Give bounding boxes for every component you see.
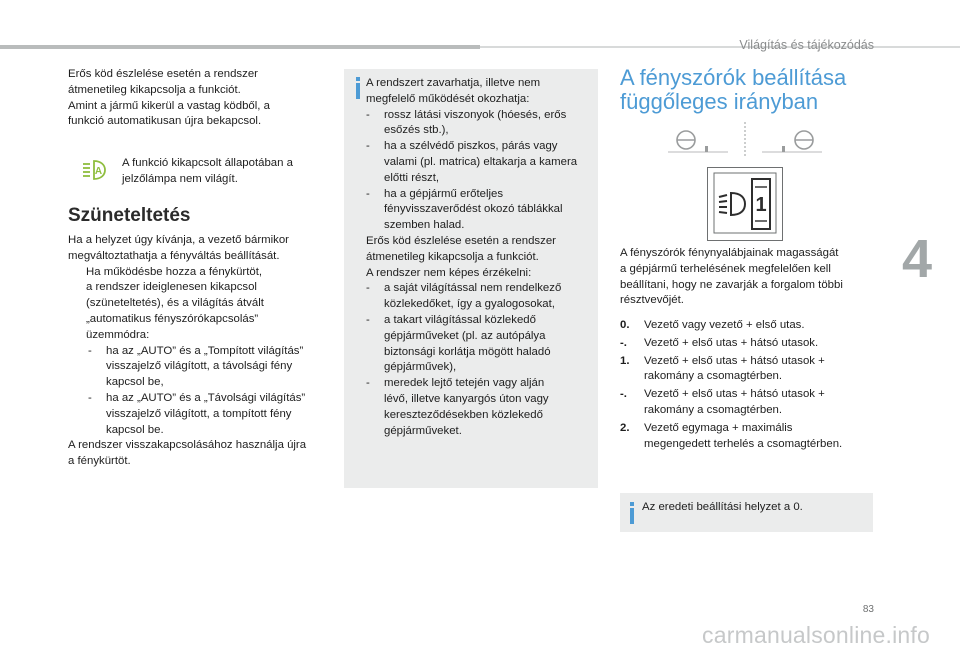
list-text: visszajelző világított, a távolsági fény — [106, 360, 293, 373]
heading-line-2: függőleges irányban — [620, 89, 819, 114]
item-text: Vezető + első utas + hátsó utasok. — [644, 336, 819, 349]
dash-mark: - — [366, 187, 370, 200]
item-number: 2. — [620, 421, 630, 434]
list-text: ha a gépjármű erőteljes — [384, 187, 504, 200]
list-item — [620, 318, 870, 334]
list-text: lévő, illetve kanyargós úton vagy — [384, 392, 549, 405]
list-text: gépjárműveket (pl. az autópálya — [384, 329, 546, 342]
list-line — [366, 424, 592, 440]
list-item — [620, 336, 870, 352]
item-text: megengedett terhelés a csomagtérben. — [644, 437, 843, 450]
list-text: (szüneteltetés), és a világítás átvált — [86, 297, 264, 310]
list-text: közlekedőket, így a gyalogosokat, — [384, 298, 555, 311]
list-line — [366, 408, 592, 424]
list-line — [366, 297, 592, 313]
headlamp-intro — [620, 246, 870, 309]
list-line — [366, 329, 592, 345]
section-title: Világítás és tájékozódás — [739, 38, 874, 52]
text-line: a gépjármű terhelésének megfelelően kell — [620, 262, 831, 275]
list-line — [68, 296, 330, 312]
dashboard-thumbnail-illustration — [668, 122, 822, 158]
text-line: megfelelő működését okozhatja: — [366, 92, 530, 105]
pause-heading: Szüneteltetés — [68, 205, 191, 226]
list-line — [68, 312, 330, 328]
text-line: Ha a helyzet úgy kívánja, a vezető bármikor — [68, 234, 289, 246]
text-line: beállítani, hogy ne zavarják a forgalom többi — [620, 278, 843, 291]
svg-text:1: 1 — [755, 194, 767, 216]
list-text: előtti részt, — [384, 171, 440, 184]
item-number: -. — [620, 336, 627, 349]
list-line — [366, 202, 592, 218]
list-text: meredek lejtő tetején vagy alján — [384, 377, 545, 390]
list-line — [366, 376, 592, 392]
text-line: A fényszórók fénynyalábjainak magasságát — [620, 247, 839, 259]
list-text: ha a szélvédő piszkos, párás vagy — [384, 140, 558, 153]
list-line — [366, 187, 592, 203]
list-text: szemben halad. — [384, 219, 465, 232]
text-line: Amint a jármű kikerül a vastag ködből, a — [68, 99, 270, 112]
text-line: Erős köd észlelése esetén a rendszer — [366, 234, 556, 247]
list-text: kapcsol be. — [106, 423, 164, 436]
load-settings-list — [620, 318, 870, 454]
headlamp-adjust-heading — [620, 66, 900, 114]
text-line: A funkció kikapcsolt állapotában a — [122, 157, 293, 169]
pause-body — [68, 233, 330, 470]
list-text: a takart világítással közlekedő — [384, 313, 536, 326]
dash-mark: - — [366, 140, 370, 153]
item-text: rakomány a csomagtérben. — [644, 370, 783, 383]
list-text: Ha működésbe hozza a fénykürtöt, — [86, 265, 263, 278]
list-text: kapcsol be, — [106, 376, 164, 389]
list-text: valami (pl. matrica) eltakarja a kamera — [384, 155, 578, 168]
list-text: a rendszer ideiglenesen kikapcsol — [86, 281, 257, 294]
list-line — [68, 328, 330, 344]
list-item — [620, 421, 870, 453]
item-text: rakomány a csomagtérben. — [644, 403, 783, 416]
text-line: A rendszer nem képes érzékelni: — [366, 266, 532, 279]
text-line: A rendszert zavarhatja, illetve nem — [366, 77, 541, 89]
headlamp-dial-illustration — [707, 167, 783, 241]
watermark: carmanualsonline.info — [702, 622, 930, 648]
note-text — [122, 156, 293, 188]
list-line — [68, 344, 330, 360]
chapter-tab-number: 4 — [901, 229, 932, 289]
list-text: ha az „AUTO” és a „Tompított világítás” — [106, 344, 304, 357]
list-line — [366, 218, 592, 234]
list-text: gépjárműveket. — [384, 424, 462, 437]
list-text: visszajelző világított, a tompított fény — [106, 407, 292, 420]
text-line: funkció automatikusan újra bekapcsol. — [68, 115, 262, 128]
dash-mark: - — [366, 377, 370, 390]
page-number: 83 — [862, 604, 874, 615]
list-line — [68, 375, 330, 391]
list-line — [366, 108, 592, 124]
fog-intro — [68, 67, 328, 130]
list-text: rossz látási viszonyok (hóesés, erős — [384, 108, 567, 121]
text-line: jelzőlámpa nem világít. — [122, 172, 238, 185]
info-icon — [628, 502, 636, 524]
list-text: esőzés stb.), — [384, 124, 449, 137]
item-number: 1. — [620, 354, 630, 367]
text-line: átmenetileg kikapcsolja a funkciót. — [68, 83, 241, 96]
item-text: Vezető egymaga + maximális — [644, 421, 793, 434]
default-position-box — [620, 493, 873, 532]
item-number: 0. — [620, 319, 630, 331]
list-item — [620, 354, 870, 386]
list-text: kereszteződésekben közlekedő — [384, 408, 543, 421]
bullet-mark: - — [88, 344, 92, 357]
item-text: Vezető vagy vezető + első utas. — [644, 319, 805, 331]
list-text: fényvisszaverődést okozó táblákkal — [384, 203, 563, 216]
dash-mark: - — [366, 108, 370, 121]
limitations-box — [344, 69, 598, 488]
list-line — [366, 281, 592, 297]
list-line — [366, 392, 592, 408]
list-line — [68, 423, 330, 439]
list-text: gépjárművek), — [384, 361, 457, 374]
item-number: -. — [620, 388, 627, 401]
list-text: biztonsági korlátja mögött haladó — [384, 345, 551, 358]
list-line — [68, 391, 330, 407]
heading-line-1: A fényszórók beállítása — [620, 65, 847, 90]
list-line — [68, 407, 330, 423]
list-text: ha az „AUTO” és a „Távolsági világítás” — [106, 391, 306, 404]
list-line — [366, 345, 592, 361]
list-line — [366, 139, 592, 155]
list-text: a saját világítással nem rendelkező — [384, 282, 562, 295]
text-line: átmenetileg kikapcsolja a funkciót. — [366, 250, 539, 263]
info-icon — [354, 77, 362, 99]
text-line: megváltoztathatja a fényváltás beállítását. — [68, 249, 280, 262]
text-line: a fénykürtöt. — [68, 455, 131, 468]
list-line — [366, 360, 592, 376]
text-line: résztvevőjét. — [620, 294, 684, 307]
list-text: „automatikus fényszórókapcsolás” — [86, 312, 259, 325]
dash-mark: - — [366, 282, 370, 295]
svg-text:A: A — [94, 166, 103, 177]
dash-mark: - — [366, 313, 370, 326]
list-line — [366, 155, 592, 171]
default-position-text: Az eredeti beállítási helyzet a 0. — [642, 501, 803, 513]
list-line — [68, 359, 330, 375]
item-text: Vezető + első utas + hátsó utasok + — [644, 354, 825, 367]
bullet-mark: - — [88, 391, 92, 404]
list-line — [366, 171, 592, 187]
list-line — [68, 265, 330, 281]
list-line — [68, 280, 330, 296]
list-line — [366, 313, 592, 329]
list-text: üzemmódra: — [86, 328, 150, 341]
list-item — [620, 387, 870, 419]
text-line: Erős köd észlelése esetén a rendszer — [68, 68, 258, 80]
header-bar-right — [480, 46, 960, 48]
indicator-note — [82, 156, 322, 188]
text-line: A rendszer visszakapcsolásához használja újra — [68, 439, 307, 452]
auto-high-beam-icon — [82, 159, 112, 181]
header-bar — [0, 45, 480, 49]
list-line — [366, 123, 592, 139]
item-text: Vezető + első utas + hátsó utasok + — [644, 388, 825, 401]
